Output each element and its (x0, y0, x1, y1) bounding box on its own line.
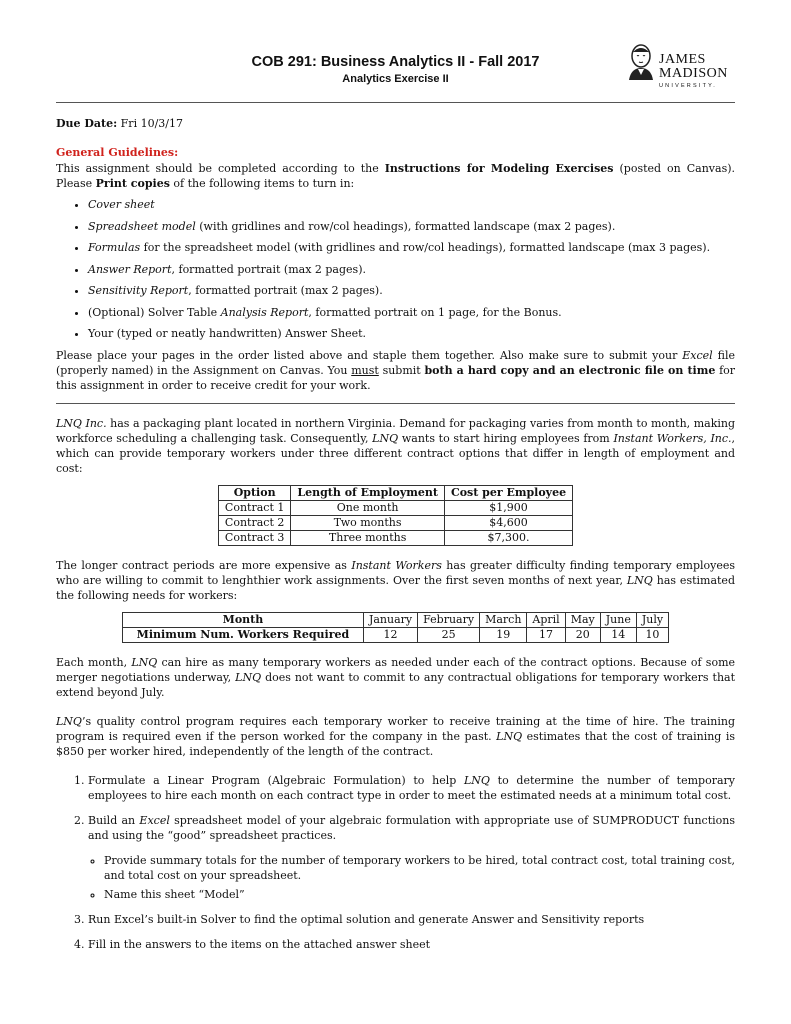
workers-needed-table (122, 612, 669, 643)
task-item: 2. Build an Excel spreadsheet model of your algebraic formulation with appropriate use of SUMPRODUCT functions and using the “good” spreadsheet practices. ◦ Provide summary totals for the number of temporary workers to be hired, total contract cost, total training cost, and total cost on your spreadsheet. ◦ Name this sheet “Model” (88, 813, 735, 902)
submission-instructions: Please place your pages in the order listed above and staple them together. Also make sure to submit your Excel file (properly named) in the Assignment on Canvas. You must submit both a hard copy and an electronic file on time for this assignment in order to receive credit for your work. (56, 348, 736, 392)
guidelines-heading: General Guidelines: (56, 146, 179, 159)
due-date-label: Due Date: (56, 117, 118, 130)
header-divider (56, 102, 735, 103)
list-item: • Sensitivity Report, formatted portrait (max 2 pages). (88, 283, 735, 298)
list-item: • Cover sheet (88, 197, 735, 212)
list-item: • Your (typed or neatly handwritten) Answer Sheet. (88, 326, 735, 341)
page-title: COB 291: Business Analytics II - Fall 2017 (251, 54, 540, 70)
list-item: • Spreadsheet model (with gridlines and row/col headings), formatted landscape (max 2 pages). (88, 219, 735, 234)
table-header-row: Month January February March April May June July (122, 612, 668, 627)
due-date (56, 117, 735, 130)
document-page (56, 40, 735, 962)
list-item: • Answer Report, formatted portrait (max 2 pages). (88, 262, 735, 277)
header (56, 40, 735, 102)
logo-text-james: JAMES (659, 52, 706, 67)
table-row: Contract 1 One month $1,900 (218, 500, 572, 515)
page-subtitle: Analytics Exercise II (342, 73, 449, 85)
problem-intro: LNQ Inc. has a packaging plant located in northern Virginia. Demand for packaging varies from month to month, making workforce scheduling a challenging task. Consequently, LNQ wants to start hiring employees from Instant Workers, Inc., which can provide temporary workers under three different contract options that differ in length of employment and cost: (56, 416, 736, 475)
table-row: Minimum Num. Workers Required 12 25 19 17 20 14 10 (122, 627, 668, 642)
list-item: • (Optional) Solver Table Analysis Report, formatted portrait on 1 page, for the Bonus. (88, 305, 735, 320)
guidelines-intro: This assignment should be completed according to the Instructions for Modeling Exercises (posted on Canvas). Please Print copies of the following items to turn in: (56, 162, 736, 190)
section-divider (56, 403, 735, 404)
needs-paragraph: The longer contract periods are more expensive as Instant Workers has greater difficulty finding temporary employees who are willing to commit to lenghthier work assignments. Over the first seven months of next year, LNQ has estimated the following needs for workers: (56, 558, 736, 602)
table-row: Contract 3 Three months $7,300. (218, 530, 572, 545)
madison-portrait-icon (623, 42, 659, 82)
table-row: Contract 2 Two months $4,600 (218, 515, 572, 530)
contracts-table (218, 485, 573, 546)
task-item: 1. Formulate a Linear Program (Algebraic Formulation) to help LNQ to determine the number of temporary employees to hire each month on each contract type in order to meet the estimated needs at a minimum total cost. (88, 773, 735, 803)
list-item: ◦ Provide summary totals for the number of temporary workers to be hired, total contract cost, total training cost, and total cost on your spreadsheet. (104, 853, 735, 883)
column-header: Option (218, 485, 290, 500)
hiring-paragraph: Each month, LNQ can hire as many temporary workers as needed under each of the contract options. Because of some merger negotiations underway, LNQ does not want to commit to any contractual obligations for temporary workers that extend beyond July. (56, 655, 736, 699)
training-paragraph: LNQ’s quality control program requires each temporary worker to receive training at the time of hire. The training program is required even if the person worked for the company in the past. LNQ estimates that the cost of training is $850 per worker hired, independently of the length of the contract. (56, 714, 736, 758)
list-item: • Formulas for the spreadsheet model (with gridlines and row/col headings), formatted landscape (max 3 pages). (88, 240, 735, 255)
logo-text-madison: MADISON (659, 66, 728, 81)
turn-in-list (56, 197, 735, 341)
university-logo (619, 42, 735, 94)
logo-text-university: UNIVERSITY. (659, 83, 718, 89)
task-list (56, 773, 735, 952)
list-item: ◦ Name this sheet “Model” (104, 887, 735, 902)
table-header-row (218, 485, 572, 500)
due-date-value: Fri 10/3/17 (120, 117, 183, 130)
task-item: 3. Run Excel’s built-in Solver to find the optimal solution and generate Answer and Sensitivity reports (88, 912, 735, 927)
column-header: Cost per Employee (444, 485, 572, 500)
task-item: 4. Fill in the answers to the items on the attached answer sheet (88, 937, 735, 952)
column-header: Length of Employment (291, 485, 445, 500)
